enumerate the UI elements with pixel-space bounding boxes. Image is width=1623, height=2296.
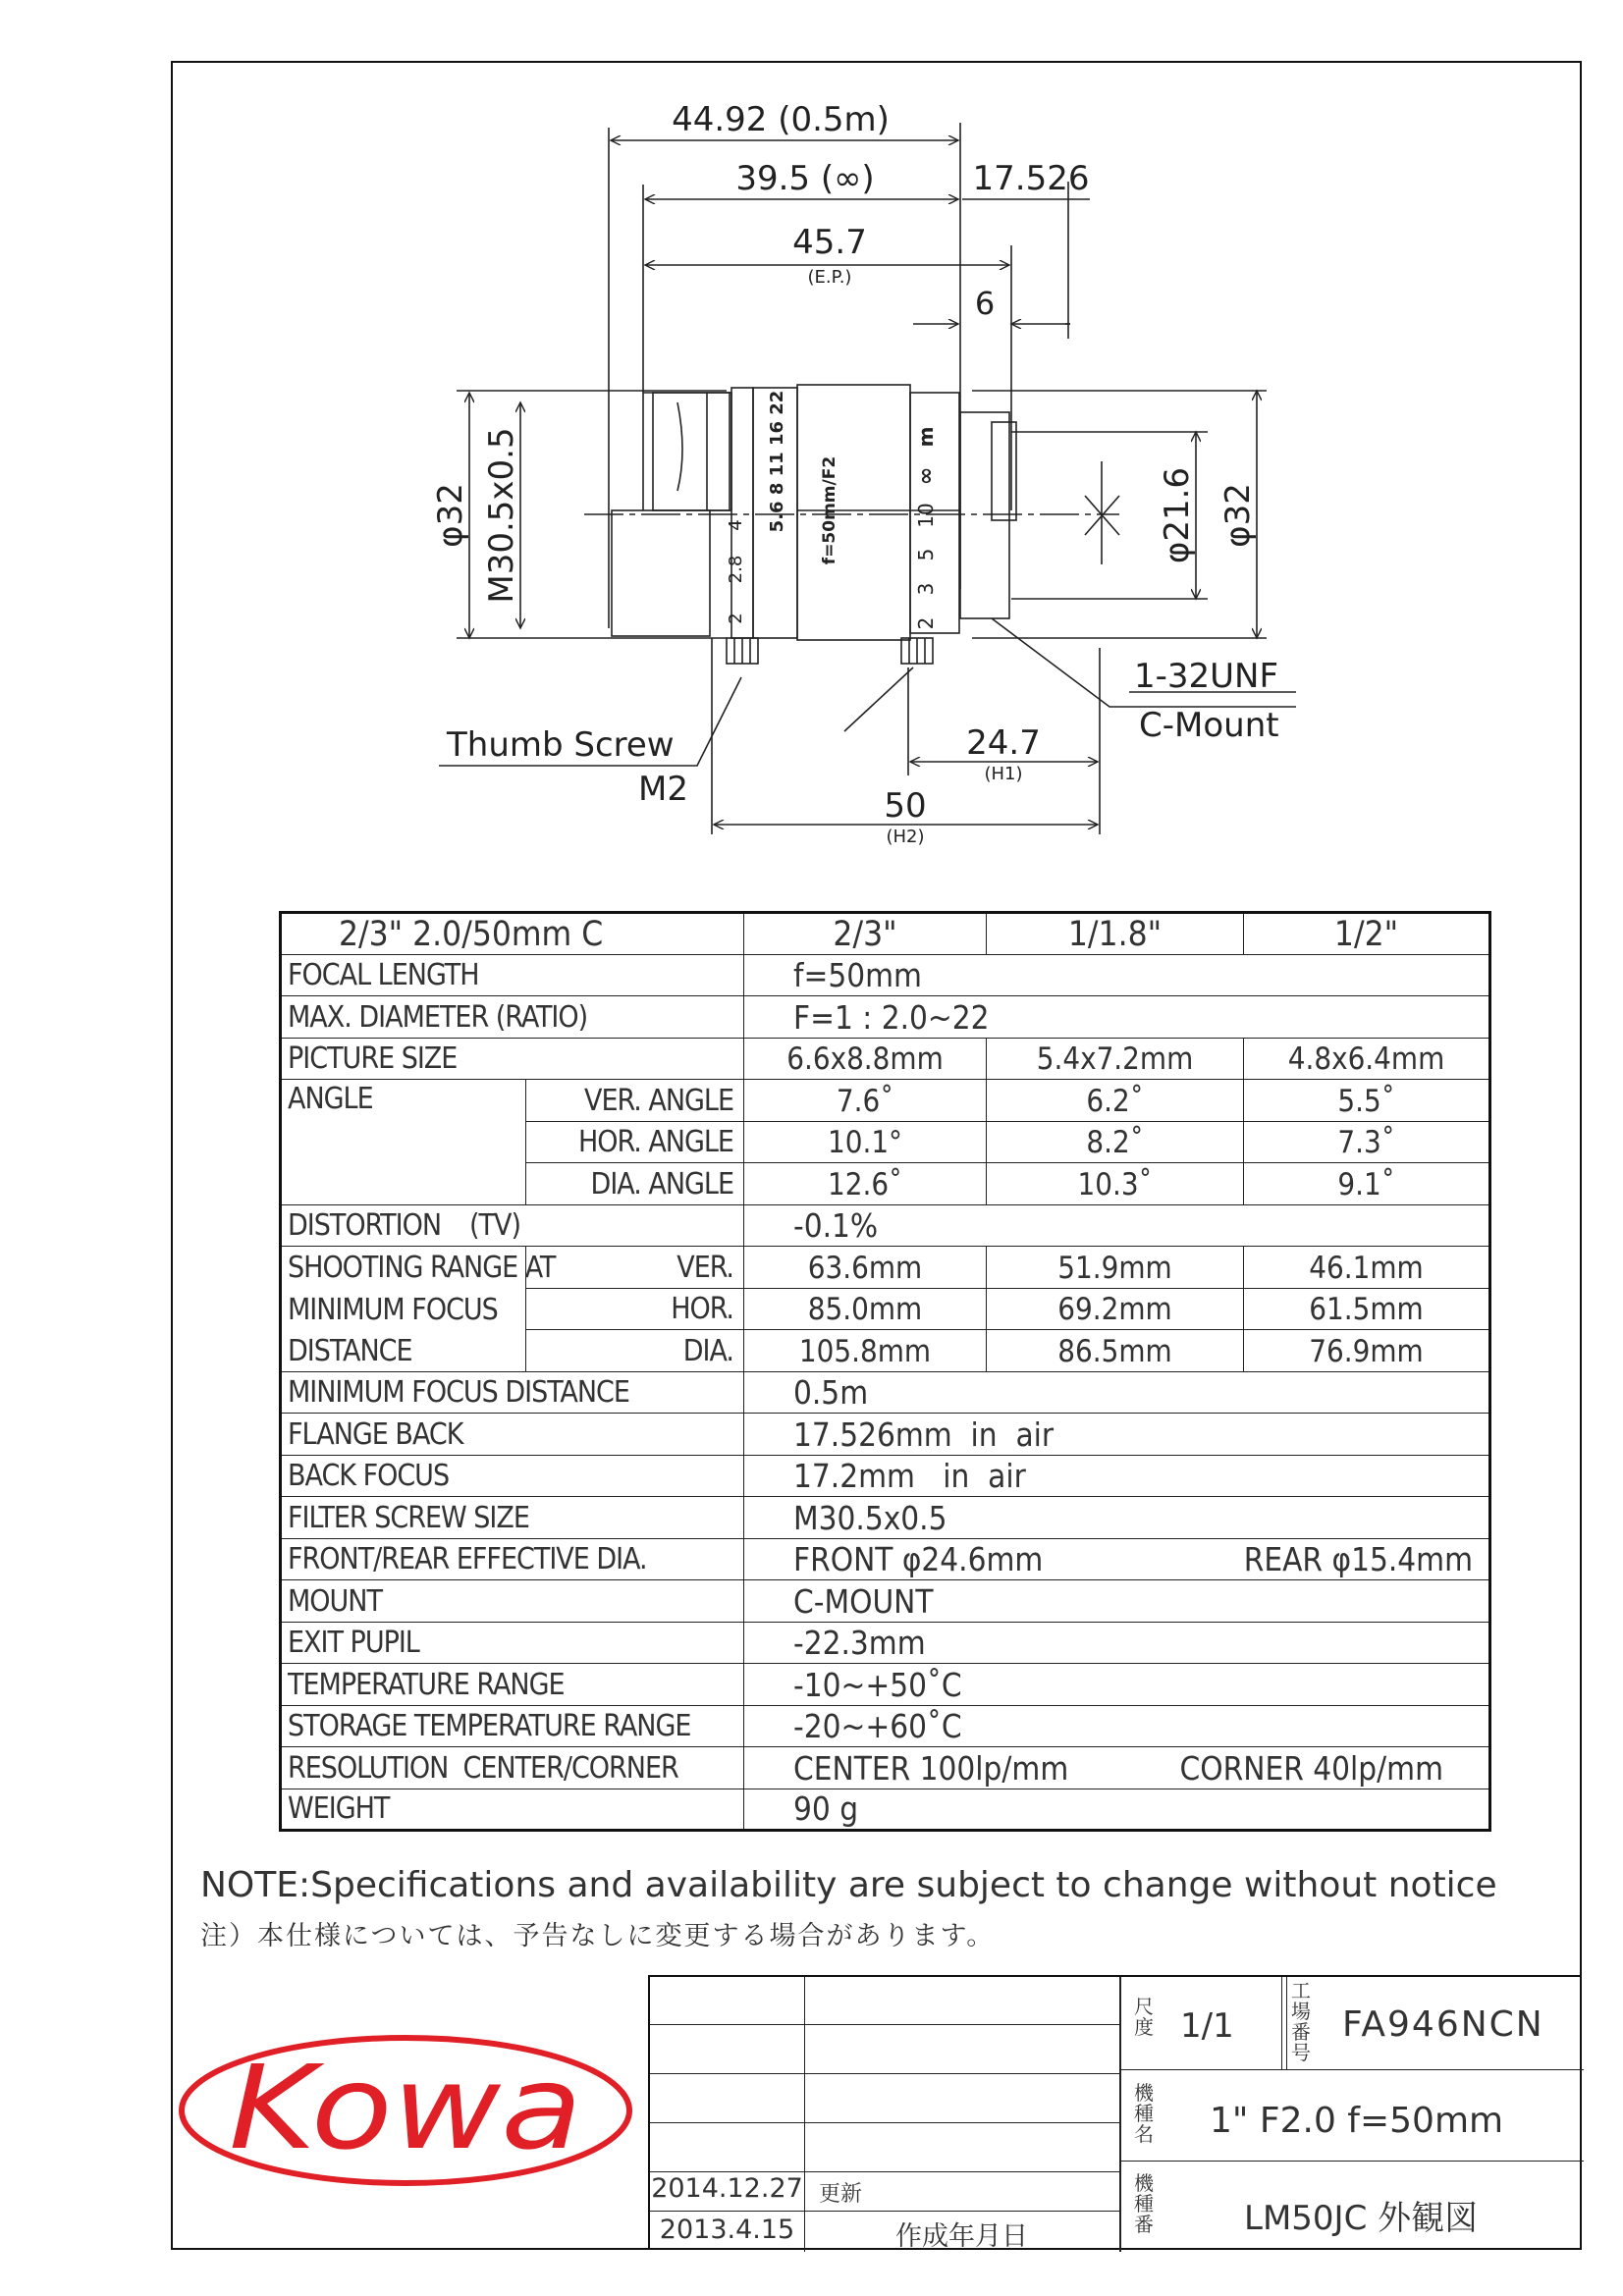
note-english: NOTE:Specifications and availability are subject to change without notice	[200, 1865, 1497, 1905]
revision-date: 2014.12.27	[651, 2173, 803, 2204]
hor-angle-12: 7.3˚	[1244, 1121, 1490, 1163]
barrel-focus-inf: ∞	[914, 466, 939, 486]
barrel-focus-2: 2	[914, 616, 938, 630]
size-col-1: 2/3"	[744, 913, 987, 955]
ver-angle-12: 5.5˚	[1244, 1080, 1490, 1122]
resolution-label: RESOLUTION CENTER/CORNER	[281, 1747, 744, 1789]
min-focus-label: MINIMUM FOCUS DISTANCE	[281, 1371, 744, 1414]
hor-angle-label: HOR. ANGLE	[526, 1121, 744, 1163]
back-focus-value: 17.2mm in air	[744, 1455, 1490, 1497]
filter-screw-value: M30.5x0.5	[744, 1497, 1490, 1539]
model-no-label: 機種番	[1134, 2171, 1154, 2236]
dim-h1: 24.7	[966, 723, 1041, 763]
model-name-label: 機種名	[1134, 2081, 1154, 2146]
barrel-focus-5: 5	[914, 548, 938, 561]
logo-text: Kowa	[229, 2040, 582, 2175]
barrel-iris-28: 2.8	[726, 555, 746, 584]
dim-ep: 45.7	[792, 223, 867, 262]
barrel-iris-2: 2	[726, 613, 746, 624]
filter-screw-label: FILTER SCREW SIZE	[281, 1497, 744, 1539]
min-focus-value: 0.5m	[744, 1371, 1490, 1414]
picture-size-label: PICTURE SIZE	[281, 1038, 744, 1080]
shooting-hor-23: 85.0mm	[744, 1288, 987, 1330]
dim-h2: 50	[884, 786, 927, 826]
barrel-focus-3: 3	[914, 582, 938, 596]
ver-angle-23: 7.6˚	[744, 1080, 987, 1122]
dim-ep-note: (E.P.)	[807, 267, 852, 288]
dia-angle-23: 12.6˚	[744, 1163, 987, 1205]
focal-length-label: FOCAL LENGTH	[281, 954, 744, 996]
thumb-screw-size: M2	[638, 770, 688, 809]
resolution-corner: CORNER 40lp/mm	[1179, 1748, 1443, 1788]
model-name-value: 1" F2.0 f=50mm	[1210, 2101, 1504, 2141]
dia-angle-12: 9.1˚	[1244, 1163, 1490, 1205]
model-no-value: LM50JC 外観図	[1244, 2199, 1479, 2238]
dim-h2-note: (H2)	[886, 827, 925, 847]
revision-label: 更新	[819, 2182, 863, 2207]
scale-value: 1/1	[1180, 2006, 1234, 2046]
resolution-center: CENTER 100lp/mm	[793, 1748, 1069, 1788]
shooting-dia-118: 86.5mm	[987, 1330, 1244, 1372]
back-focus-label: BACK FOCUS	[281, 1455, 744, 1497]
mount-label: MOUNT	[281, 1580, 744, 1623]
weight-label: WEIGHT	[281, 1789, 744, 1831]
dim-inf: 39.5 (∞)	[735, 159, 875, 198]
picture-size-12: 4.8x6.4mm	[1244, 1038, 1490, 1080]
shooting-ver-12: 46.1mm	[1244, 1247, 1490, 1289]
shooting-label-3: DISTANCE	[281, 1330, 526, 1372]
picture-size-118: 5.4x7.2mm	[987, 1038, 1244, 1080]
kowa-logo	[175, 2032, 636, 2189]
ver-angle-label: VER. ANGLE	[526, 1080, 744, 1122]
mount-value: C-MOUNT	[744, 1580, 1490, 1623]
dim-flange: 17.526	[972, 159, 1090, 198]
weight-value: 90 g	[744, 1789, 1490, 1831]
dia-angle-label: DIA. ANGLE	[526, 1163, 744, 1205]
shooting-dia-12: 76.9mm	[1244, 1330, 1490, 1372]
resolution-value	[744, 1747, 1490, 1789]
dia-front: φ32	[431, 483, 470, 548]
shooting-ver-label: VER.	[526, 1247, 744, 1289]
barrel-focus-10: 10	[914, 503, 938, 528]
hor-angle-23: 10.1°	[744, 1121, 987, 1163]
spec-table	[279, 911, 1491, 1832]
max-diameter-label: MAX. DIAMETER (RATIO)	[281, 996, 744, 1039]
dia-angle-118: 10.3˚	[987, 1163, 1244, 1205]
dia-rear: φ32	[1218, 483, 1258, 548]
max-diameter-value: F=1 : 2.0~22	[744, 996, 1490, 1039]
exit-pupil-label: EXIT PUPIL	[281, 1622, 744, 1664]
flange-back-value: 17.526mm in air	[744, 1414, 1490, 1456]
mount-thread: 1-32UNF	[1134, 657, 1279, 696]
note-japanese: 注）本仕様については、予告なしに変更する場合があります。	[200, 1921, 996, 1951]
shooting-hor-12: 61.5mm	[1244, 1288, 1490, 1330]
size-col-2: 1/1.8"	[987, 913, 1244, 955]
angle-label: ANGLE	[281, 1080, 526, 1205]
shooting-label-2: MINIMUM FOCUS	[281, 1288, 526, 1330]
temp-range-label: TEMPERATURE RANGE	[281, 1664, 744, 1706]
effective-dia-label: FRONT/REAR EFFECTIVE DIA.	[281, 1538, 744, 1580]
dia-rear-small: φ21.6	[1158, 466, 1197, 564]
size-col-3: 1/2"	[1244, 913, 1490, 955]
effective-front: FRONT φ24.6mm	[793, 1540, 1044, 1578]
shooting-label-1: SHOOTING RANGE AT	[281, 1247, 526, 1289]
shooting-ver-23: 63.6mm	[744, 1247, 987, 1289]
flange-back-label: FLANGE BACK	[281, 1414, 744, 1456]
barrel-aperture-scale: 5.6 8 11 16 22	[767, 390, 787, 533]
dim-h1-note: (H1)	[984, 764, 1023, 784]
mount-type: C-Mount	[1139, 706, 1279, 745]
barrel-focus-m: m	[914, 426, 938, 448]
factory-no-label: 工場番号	[1291, 1979, 1311, 2064]
thread-front: M30.5x0.5	[482, 427, 521, 604]
shooting-hor-118: 69.2mm	[987, 1288, 1244, 1330]
effective-rear: REAR φ15.4mm	[1243, 1540, 1473, 1578]
shooting-hor-label: HOR.	[526, 1288, 744, 1330]
lens-outline-drawing	[0, 0, 1623, 864]
effective-dia-value	[744, 1538, 1490, 1580]
ver-angle-118: 6.2˚	[987, 1080, 1244, 1122]
storage-temp-value: -20~+60˚C	[744, 1705, 1490, 1747]
created-label: 作成年月日	[895, 2221, 1028, 2252]
shooting-ver-118: 51.9mm	[987, 1247, 1244, 1289]
created-date: 2013.4.15	[659, 2215, 795, 2245]
barrel-focal: f=50mm/F2	[820, 455, 839, 565]
picture-size-23: 6.6x8.8mm	[744, 1038, 987, 1080]
spec-title: 2/3" 2.0/50mm C	[281, 913, 744, 955]
focal-length-value: f=50mm	[744, 954, 1490, 996]
temp-range-value: -10~+50˚C	[744, 1664, 1490, 1706]
distortion-label: DISTORTION (TV)	[281, 1204, 744, 1247]
title-block	[648, 1975, 1582, 2250]
exit-pupil-value: -22.3mm	[744, 1622, 1490, 1664]
storage-temp-label: STORAGE TEMPERATURE RANGE	[281, 1705, 744, 1747]
dim-overall: 44.92 (0.5m)	[672, 100, 890, 139]
barrel-iris-4: 4	[726, 519, 746, 531]
thumb-screw-label: Thumb Screw	[447, 725, 675, 765]
scale-label: 尺度	[1134, 1995, 1154, 2039]
shooting-dia-23: 105.8mm	[744, 1330, 987, 1372]
distortion-value: -0.1%	[744, 1204, 1490, 1247]
shooting-dia-label: DIA.	[526, 1330, 744, 1372]
hor-angle-118: 8.2˚	[987, 1121, 1244, 1163]
factory-no-value: FA946NCN	[1342, 2004, 1544, 2045]
dim-6: 6	[974, 285, 996, 322]
